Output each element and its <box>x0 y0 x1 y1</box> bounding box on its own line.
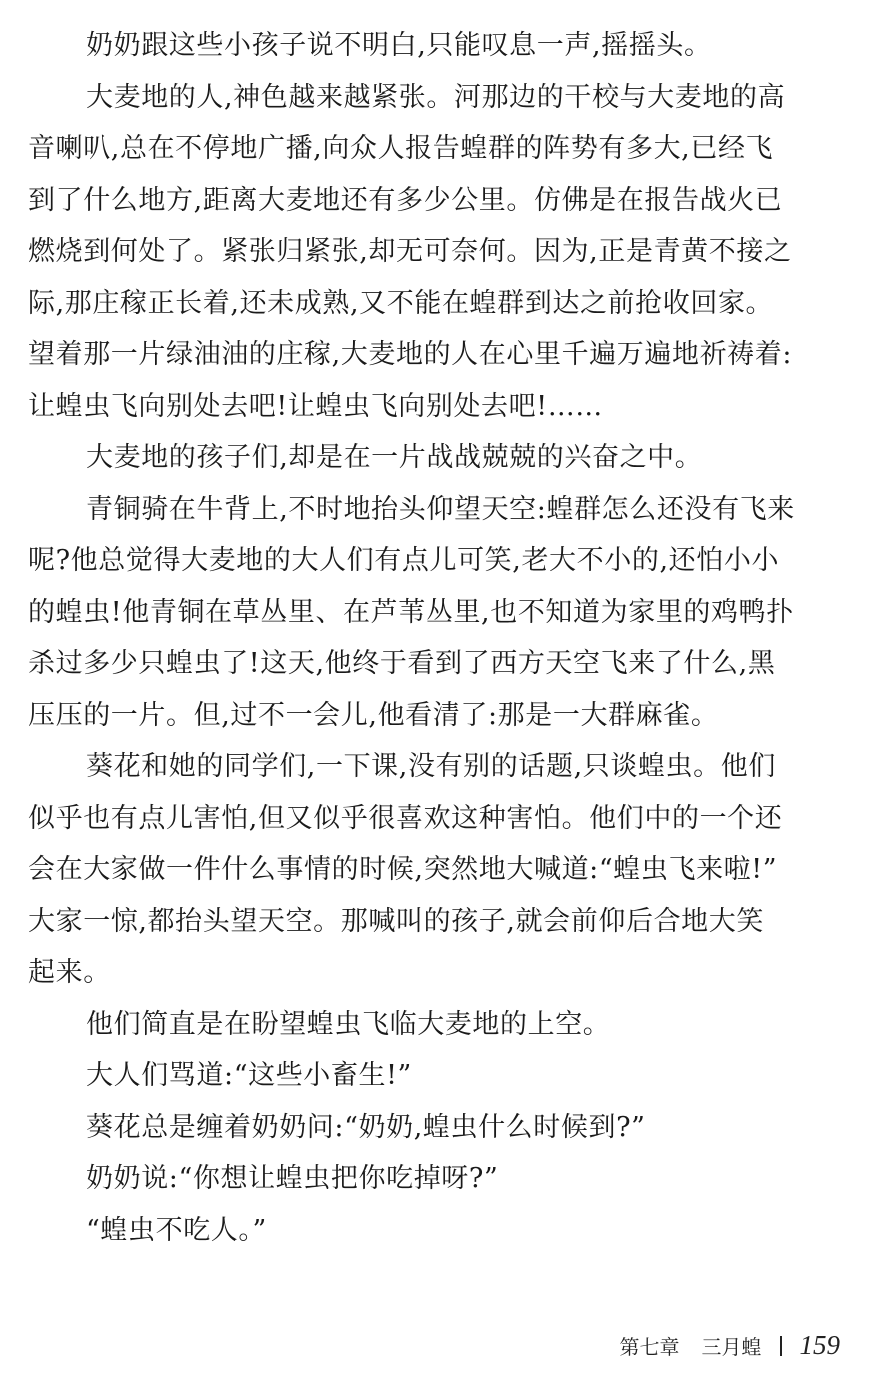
text-line: 大家一惊,都抬头望天空。那喊叫的孩子,就会前仰后合地大笑 <box>28 905 764 937</box>
text-line: 让蝗虫飞向别处去吧!让蝗虫飞向别处去吧!…… <box>28 390 603 422</box>
text-line: 似乎也有点儿害怕,但又似乎很喜欢这种害怕。他们中的一个还 <box>28 802 783 834</box>
text-line: 际,那庄稼正长着,还未成熟,又不能在蝗群到达之前抢收回家。 <box>28 287 774 319</box>
text-line: 望着那一片绿油油的庄稼,大麦地的人在心里千遍万遍地祈祷着: <box>28 339 793 370</box>
footer-divider <box>780 1336 782 1356</box>
page-body <box>28 20 844 1256</box>
text-line: 葵花总是缠着奶奶问:“奶奶,蝗虫什么时候到?” <box>86 1111 646 1143</box>
text-line: 会在大家做一件什么事情的时候,突然地大喊道:“蝗虫飞来啦!” <box>28 854 778 885</box>
text-line: 到了什么地方,距离大麦地还有多少公里。仿佛是在报告战火已 <box>28 184 783 216</box>
text-line: 奶奶跟这些小孩子说不明白,只能叹息一声,摇摇头。 <box>86 30 712 61</box>
text-line: 青铜骑在牛背上,不时地抬头仰望天空:蝗群怎么还没有飞来 <box>86 493 795 525</box>
text-line: 的蝗虫!他青铜在草丛里、在芦苇丛里,也不知道为家里的鸡鸭扑 <box>28 596 794 628</box>
text-line: “蝗虫不吃人。” <box>86 1214 267 1246</box>
text-line: 杀过多少只蝗虫了!这天,他终于看到了西方天空飞来了什么,黑 <box>28 648 776 679</box>
page-number: 159 <box>799 1330 840 1360</box>
text-line: 压压的一片。但,过不一会儿,他看清了:那是一大群麻雀。 <box>28 699 719 731</box>
text-line: 音喇叭,总在不停地广播,向众人报告蝗群的阵势有多大,已经飞 <box>28 133 774 164</box>
text-line: 呢?他总觉得大麦地的大人们有点儿可笑,老大不小的,还怕小小 <box>28 545 780 576</box>
text-line: 起来。 <box>28 957 111 988</box>
text-line: 大麦地的孩子们,却是在一片战战兢兢的兴奋之中。 <box>86 442 703 473</box>
text-line: 奶奶说:“你想让蝗虫把你吃掉呀?” <box>86 1163 499 1194</box>
chapter-label: 第七章 <box>619 1335 680 1359</box>
section-title: 三月蝗 <box>701 1335 762 1359</box>
text-line: 燃烧到何处了。紧张归紧张,却无可奈何。因为,正是青黄不接之 <box>28 236 792 267</box>
text-line: 他们简直是在盼望蝗虫飞临大麦地的上空。 <box>86 1008 611 1040</box>
text-line: 大人们骂道:“这些小畜生!” <box>86 1060 412 1091</box>
page-footer <box>620 1330 841 1361</box>
text-line: 大麦地的人,神色越来越紧张。河那边的干校与大麦地的高 <box>86 81 786 113</box>
text-line: 葵花和她的同学们,一下课,没有别的话题,只谈蝗虫。他们 <box>86 751 776 782</box>
